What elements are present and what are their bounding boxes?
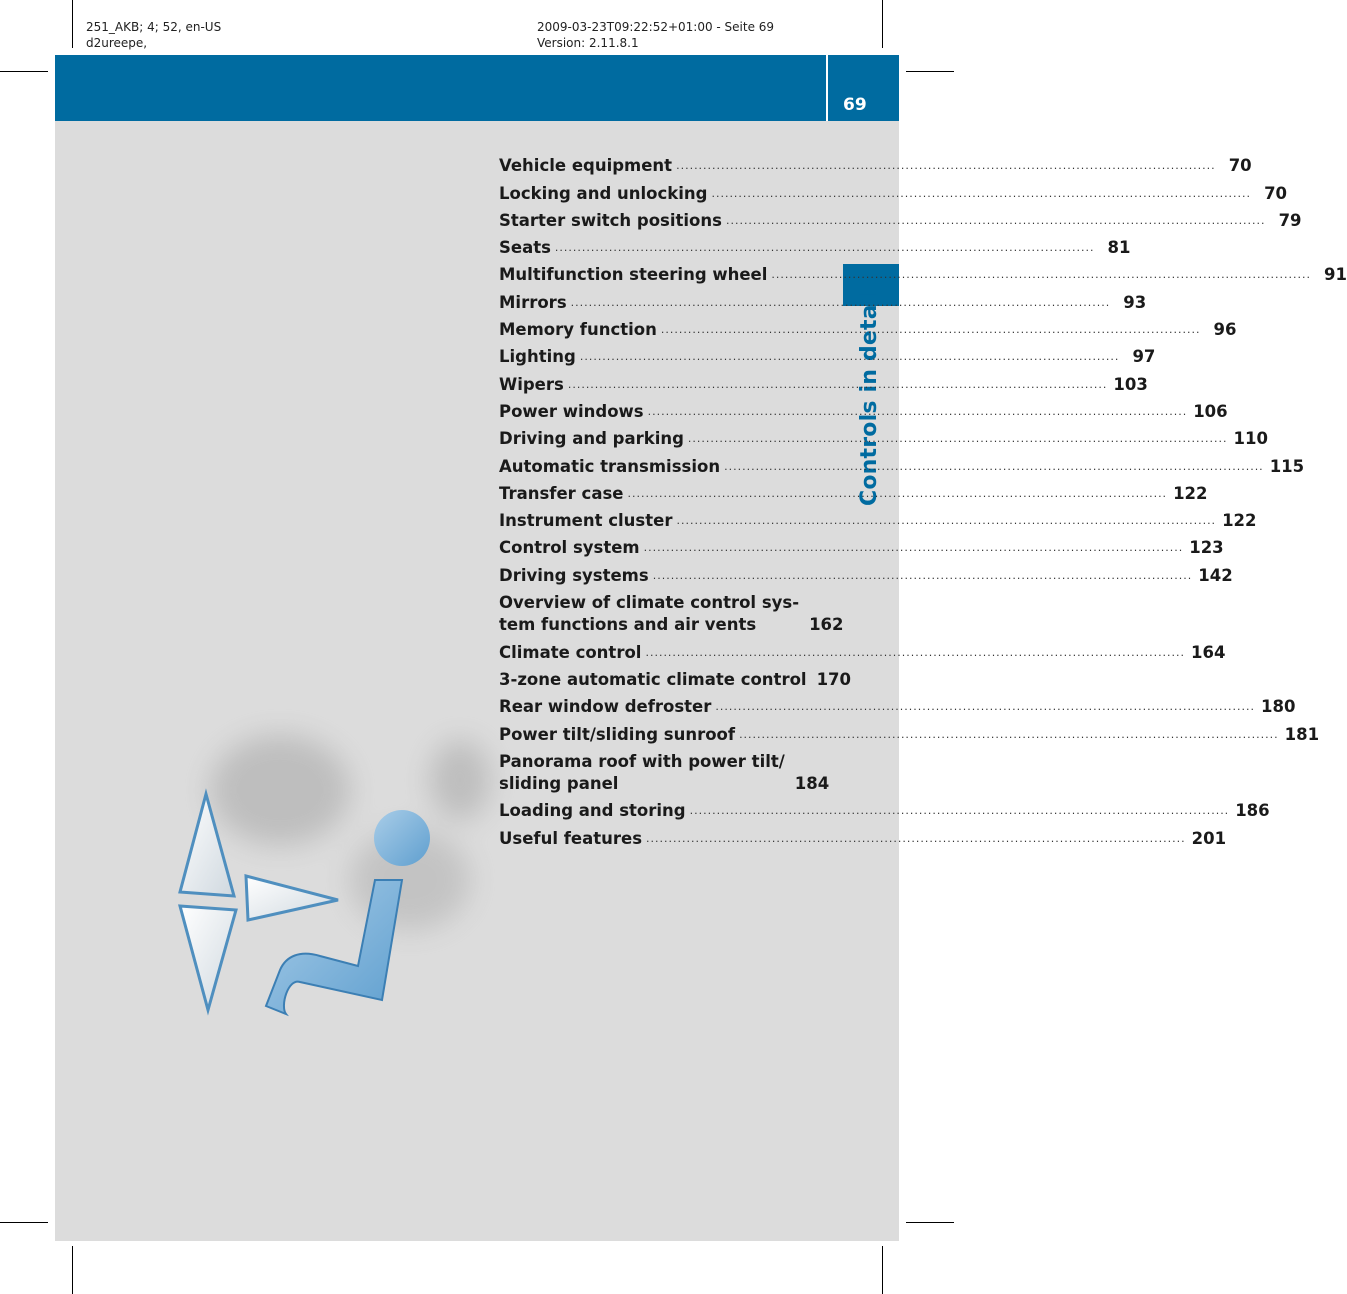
toc-entry[interactable] (499, 691, 1296, 718)
toc-entry-page: 81 (1107, 238, 1131, 258)
toc-entry-title-line: Driving and parking (499, 429, 684, 449)
toc-entry-page: 164 (1191, 642, 1226, 662)
toc-entry-page: 181 (1284, 724, 1320, 744)
toc-entry-title-line: Power windows (499, 401, 644, 421)
toc-entry-page: 70 (1228, 156, 1252, 176)
toc-leader-dots: ........................................................................................................................ (689, 804, 1230, 818)
toc-entry[interactable] (499, 423, 1268, 450)
toc-entry[interactable] (499, 664, 852, 691)
toc-entry-title (499, 155, 672, 177)
page-number: 69 (843, 95, 867, 115)
toc-entry-page: 162 (809, 615, 844, 635)
toc-entry-page: 180 (1260, 697, 1296, 717)
toc-entry[interactable] (499, 532, 1224, 559)
toc-entry-page: 122 (1222, 511, 1257, 531)
toc-entry-page: 170 (816, 669, 852, 689)
toc-entry-title (499, 751, 785, 795)
toc-entry-title (499, 237, 551, 259)
toc-leader-dots: ........................................................................................................................ (647, 404, 1188, 418)
toc-entry-title-line: Lighting (499, 347, 576, 367)
toc-entry[interactable] (499, 559, 1233, 586)
crop-mark (0, 1222, 48, 1223)
toc-leader-dots: ........................................................................................................................ (652, 568, 1193, 582)
toc-entry-page: 201 (1191, 828, 1227, 848)
toc-entry-title-line: Climate control (499, 642, 642, 662)
toc-entry[interactable] (499, 177, 1288, 204)
toc-entry-title-line: Starter switch positions (499, 210, 722, 230)
crop-mark (906, 71, 954, 72)
toc-entry[interactable] (499, 718, 1320, 745)
toc-entry-title-line: Mirrors (499, 292, 567, 312)
toc-leader-dots: ........................................................................................................................ (724, 459, 1264, 473)
toc-entry-title (499, 210, 722, 232)
toc-entry-page: 70 (1264, 183, 1288, 203)
toc-entry-title-line: Seats (499, 238, 551, 258)
toc-entry-page: 186 (1235, 801, 1270, 821)
toc-entry-title (499, 537, 640, 559)
print-meta-right-line2: Version: 2.11.8.1 (537, 36, 639, 50)
crop-mark (72, 0, 73, 48)
toc-entry[interactable] (499, 314, 1237, 341)
toc-entry-title (499, 456, 720, 478)
toc-entry-title-line: Automatic transmission (499, 456, 721, 476)
toc-leader-dots: ........................................................................................................................ (676, 159, 1216, 173)
toc-entry-title (499, 724, 735, 746)
toc-entry[interactable] (499, 822, 1227, 849)
toc-entry-page: 79 (1278, 210, 1302, 230)
toc-entry-page: 93 (1123, 292, 1147, 312)
toc-entry-title (499, 264, 767, 286)
toc-entry-title-line: Transfer case (499, 483, 624, 503)
toc-entry-title (499, 183, 707, 205)
toc-entry[interactable] (499, 232, 1131, 259)
toc-entry-page: 115 (1269, 456, 1305, 476)
toc-entry-title (499, 483, 623, 505)
header-bar (55, 55, 899, 121)
toc-entry[interactable] (499, 478, 1208, 505)
toc-entry-title-line: Control system (499, 538, 640, 558)
toc-entry-title-line: Rear window defroster (499, 697, 712, 717)
toc-entry[interactable] (499, 341, 1156, 368)
toc-entry-page: 96 (1213, 320, 1237, 340)
toc-leader-dots: ........................................................................................................................ (643, 541, 1184, 555)
toc-entry-title (499, 592, 799, 636)
toc-entry-title-line: 3-zone automatic climate control (499, 669, 807, 689)
toc-entry[interactable] (499, 636, 1226, 663)
toc-entry-title-line: Instrument cluster (499, 511, 673, 531)
print-meta-left (86, 19, 221, 51)
toc-leader-dots: ........................................................................................................................ (676, 514, 1217, 528)
toc-entry-title (499, 401, 644, 423)
toc-leader-dots: ........................................................................................................................ (771, 268, 1311, 282)
toc-entry[interactable] (499, 587, 844, 637)
toc-leader-dots: ........................................................................................................................ (645, 645, 1186, 659)
toc-entry-page: 122 (1173, 483, 1208, 503)
toc-entry-title (499, 800, 686, 822)
toc-entry[interactable] (499, 368, 1148, 395)
toc-entry-title-line: Driving systems (499, 565, 649, 585)
toc-entry-title-line: Wipers (499, 374, 564, 394)
toc-entry[interactable] (499, 259, 1347, 286)
toc-leader-dots: ........................................................................................................................ (567, 377, 1108, 391)
toc-leader-dots: ........................................................................................................................ (715, 700, 1255, 714)
toc-entry[interactable] (499, 396, 1228, 423)
crop-mark (906, 1222, 954, 1223)
toc-leader-dots: ........................................................................................................................ (646, 831, 1186, 845)
toc-entry[interactable] (499, 795, 1270, 822)
crop-mark (0, 71, 48, 72)
toc-leader-dots: ........................................................................................................................ (579, 350, 1120, 364)
toc-entry-title (499, 510, 672, 532)
print-meta-right-line1: 2009-03-23T09:22:52+01:00 - Seite 69 (537, 20, 775, 34)
header-divider (826, 55, 828, 121)
toc-entry-page: 106 (1193, 401, 1228, 421)
toc-entry-title (499, 374, 564, 396)
toc-entry-title (499, 292, 567, 314)
toc-entry-title (499, 428, 684, 450)
toc-entry-title (499, 669, 807, 691)
crop-mark (72, 1246, 73, 1294)
toc-entry-page: 123 (1189, 538, 1224, 558)
toc-entry-title-line: Vehicle equipment (499, 156, 673, 176)
toc-entry[interactable] (499, 450, 1305, 477)
print-meta-left-line2: d2ureepe, (86, 36, 148, 50)
toc-entry-page: 103 (1113, 374, 1148, 394)
toc-entry[interactable] (499, 505, 1257, 532)
toc-leader-dots: ........................................................................................................................ (739, 727, 1279, 741)
seat-adjustment-icon (170, 720, 490, 1040)
toc-entry-title (499, 319, 657, 341)
toc-entry-title-line: Overview of climate control sys- (499, 593, 800, 613)
toc-entry-title (499, 565, 649, 587)
toc-leader-dots: ........................................................................................................................ (687, 432, 1228, 446)
print-meta-left-line1: 251_AKB; 4; 52, en-US (86, 20, 222, 34)
toc-leader-dots: ........................................................................................................................ (570, 295, 1111, 309)
toc-entry-page: 91 (1324, 265, 1347, 285)
toc-entry-title (499, 642, 641, 664)
toc-entry-title-line: Panorama roof with power tilt/ (499, 752, 785, 772)
toc-entry[interactable] (499, 205, 1302, 232)
toc-leader-dots: ........................................................................................................................ (711, 186, 1252, 200)
print-meta-right (537, 19, 774, 51)
crop-mark (882, 0, 883, 48)
toc-entry-title-line: Useful features (499, 828, 643, 848)
toc-entry-title-line: Memory function (499, 320, 657, 340)
toc-entry-page: 184 (794, 774, 830, 794)
toc-entry[interactable] (499, 150, 1252, 177)
section-title: Controls in detail (857, 288, 882, 506)
toc-leader-dots: ........................................................................................................................ (627, 486, 1168, 500)
toc-entry-page: 110 (1233, 429, 1268, 449)
toc-entry-title-line: Power tilt/sliding sunroof (499, 724, 736, 744)
toc-entry-title (499, 696, 711, 718)
toc-entry-title-line: Locking and unlocking (499, 183, 708, 203)
toc-entry[interactable] (499, 746, 829, 796)
toc-entry-page: 142 (1198, 565, 1233, 585)
crop-mark (882, 1246, 883, 1294)
toc-entry-title (499, 828, 642, 850)
toc-entry-page: 97 (1132, 347, 1156, 367)
toc-entry-title-line: Loading and storing (499, 801, 686, 821)
toc-leader-dots: ........................................................................................................................ (660, 323, 1201, 337)
toc-leader-dots: ........................................................................................................................ (725, 213, 1266, 227)
toc-entry[interactable] (499, 286, 1147, 313)
toc-entry-title-line: Multifunction steering wheel (499, 265, 768, 285)
toc-entry-title-line: sliding panel (499, 774, 619, 794)
toc-entry-title-line: tem functions and air vents (499, 615, 757, 635)
toc-leader-dots: ........................................................................................................................ (554, 241, 1095, 255)
toc-entry-title (499, 346, 576, 368)
